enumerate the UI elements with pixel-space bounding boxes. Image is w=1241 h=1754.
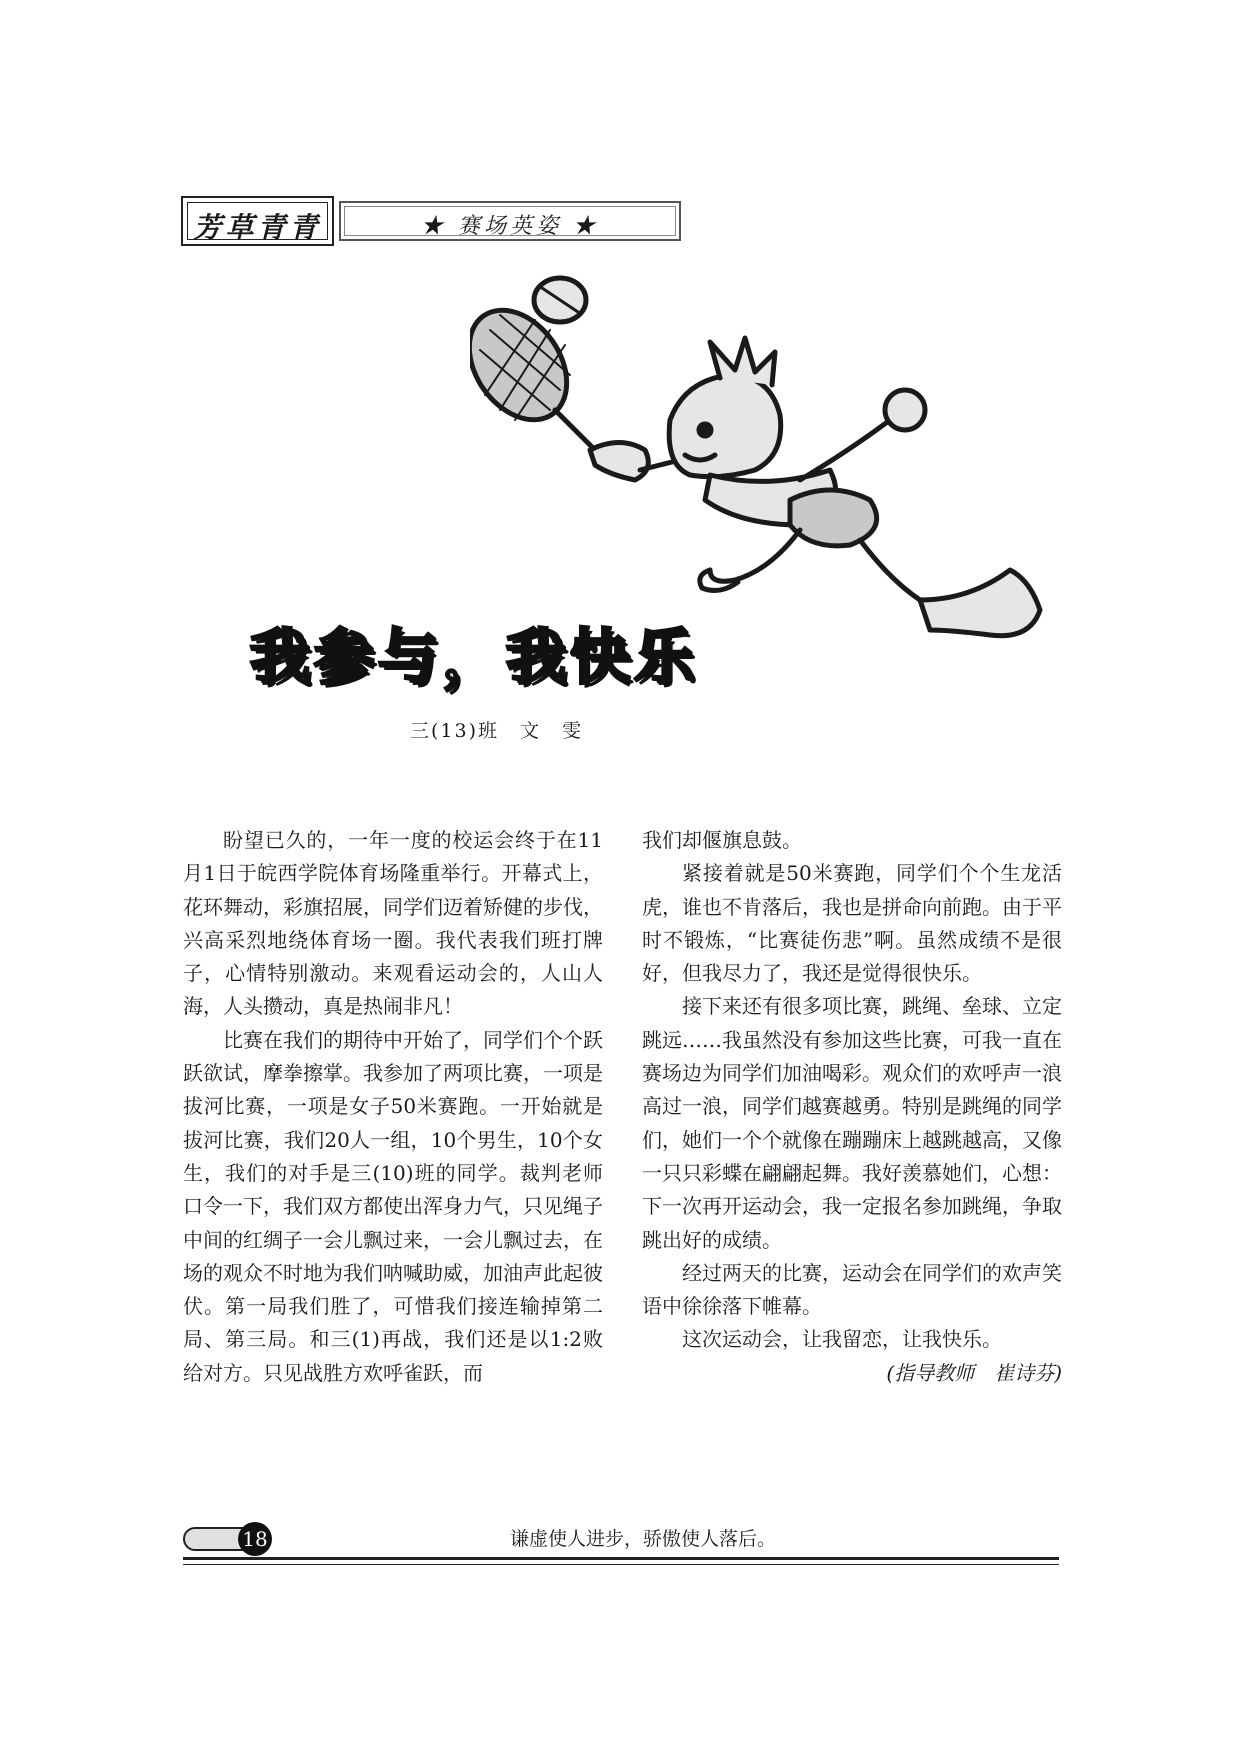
- teacher-note: (指导教师 崔诗芬): [886, 1360, 1062, 1385]
- paragraph: 经过两天的比赛，运动会在同学们的欢声笑语中徐徐落下帷幕。: [642, 1260, 1062, 1319]
- column-label-box: [181, 196, 334, 246]
- footer-quote: 谦虚使人进步，骄傲使人落后。: [510, 1528, 777, 1550]
- footer-rule: [183, 1557, 1059, 1560]
- paragraph: 紧接着就是50米赛跑，同学们个个生龙活虎，谁也不肯落后，我也是拼命向前跑。由于平时不锻炼，“比赛徒伤悲”啊。虽然成绩不是很好，但我尽力了，我还是觉得很快乐。: [642, 861, 1062, 986]
- right-column: [642, 824, 1062, 1390]
- paragraph: 盼望已久的，一年一度的校运会终于在11月1日于皖西学院体育场隆重举行。开幕式上，花环舞动，彩旗招展，同学们迈着矫健的步伐，兴高采烈地绕体育场一圈。我代表我们班打牌子，心情特别激动。来观看运动会的，人山人海，人头攒动，真是热闹非凡！: [183, 828, 603, 1019]
- section-label-box: [339, 201, 681, 241]
- paragraph: 比赛在我们的期待中开始了，同学们个个跃跃欲试，摩拳擦掌。我参加了两项比赛，一项是拔河比赛，一项是女子50米赛跑。一开始就是拔河比赛，我们20人一组，10个男生，10个女生，我们的对手是三(10)班的同学。裁判老师口令一下，我们双方都使出浑身力气，只见绳子中间的红绸子一会儿飘过来，一会儿飘过去，在场的观众不时地为我们呐喊助威，加油声此起彼伏。第一局我们胜了，可惜我们接连输掉第二局、第三局。和三(1)再战，我们还是以1:2败给对方。只见战胜方欢呼雀跃，而: [183, 1027, 603, 1385]
- left-column: [183, 824, 603, 1390]
- footer-rule-thin: [183, 1564, 1059, 1565]
- section-label: ★ 赛场英姿 ★: [421, 214, 599, 239]
- paragraph: 接下来还有很多项比赛，跳绳、垒球、立定跳远……我虽然没有参加这些比赛，可我一直在赛场边为同学们加油喝彩。观众们的欢呼声一浪高过一浪，同学们越赛越勇。特别是跳绳的同学们，她们一个个就像在蹦蹦床上越跳越高，又像一只只彩蝶在翩翩起舞。我好羡慕她们，心想：下一次再开运动会，我一定报名参加跳绳，争取跳出好的成绩。: [642, 994, 1062, 1252]
- article-title: 我参与，我快乐: [250, 623, 698, 693]
- article-byline: 三(13)班 文 雯: [410, 720, 584, 742]
- paragraph-continuation: 我们却偃旗息鼓。: [642, 828, 802, 852]
- column-label: 芳草青青: [193, 211, 322, 244]
- page-number: 18: [238, 1522, 272, 1556]
- paragraph: 这次运动会，让我留恋，让我快乐。: [682, 1327, 1002, 1352]
